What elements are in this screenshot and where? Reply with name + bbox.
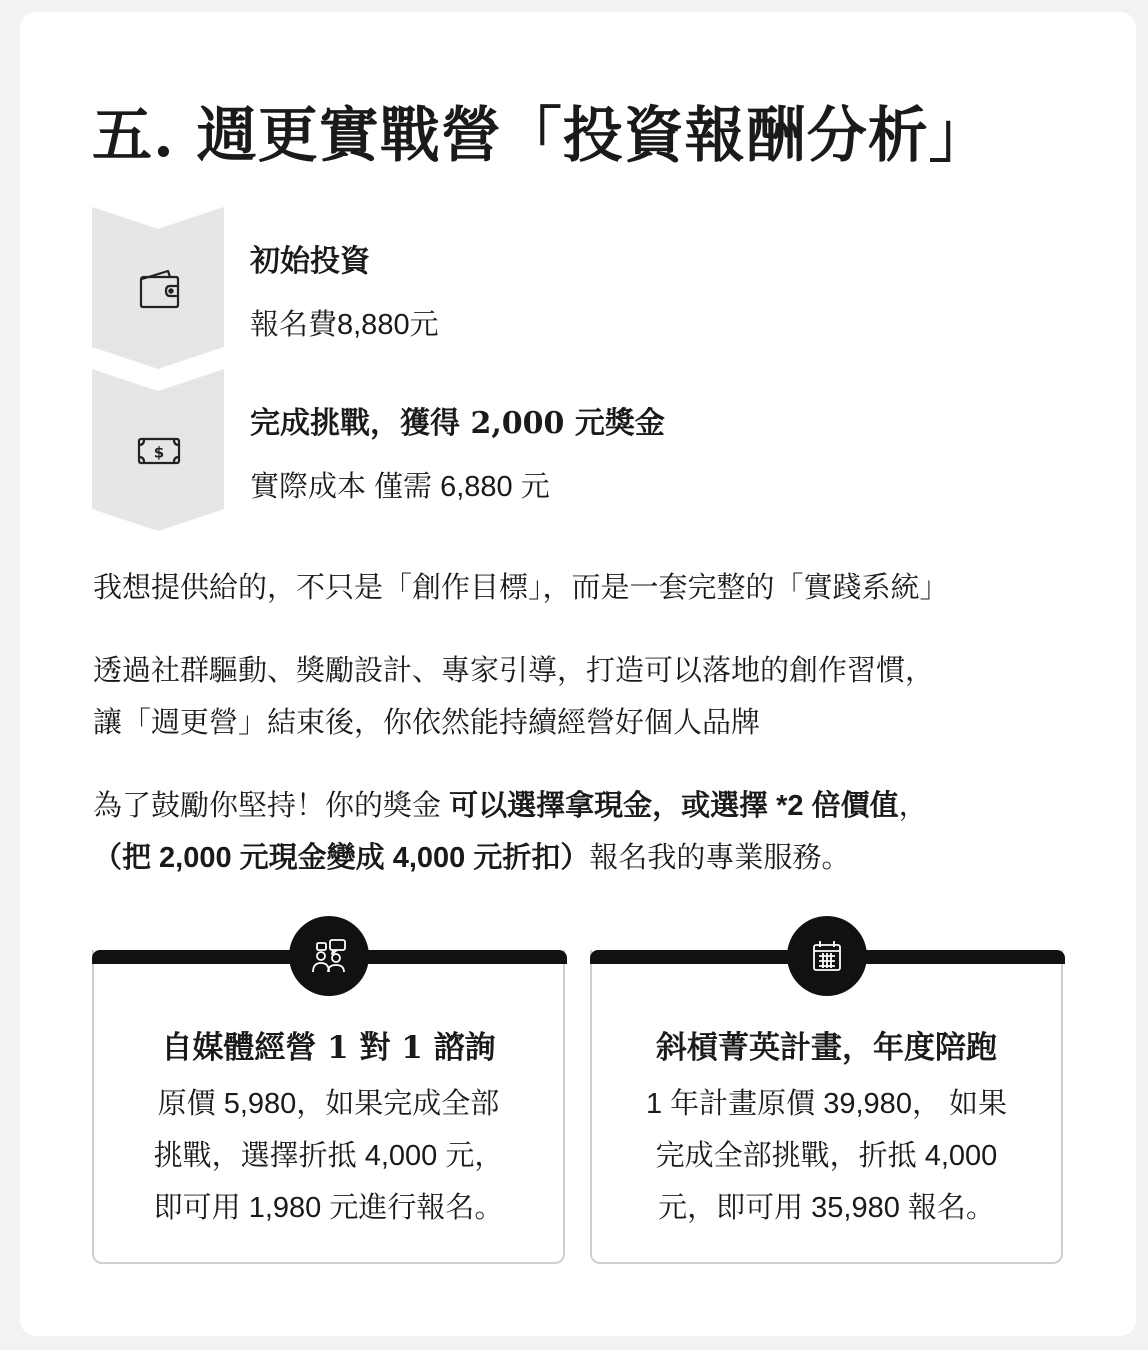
service-box-consultation bbox=[92, 950, 565, 1264]
step-subtext: 實際成本 僅需 6,880 元 bbox=[250, 471, 550, 503]
paragraph-line bbox=[93, 780, 928, 832]
step-subtext: 報名費8,880元 bbox=[250, 309, 439, 341]
step-heading: 完成挑戰，獲得 2,000 元獎金 bbox=[250, 406, 665, 441]
step-text-initial-investment bbox=[250, 236, 439, 343]
step-text-challenge-reward bbox=[250, 398, 665, 505]
box-badge bbox=[289, 916, 369, 996]
paragraph-line: 讓「週更營」結束後，你依然能持續經營好個人品牌 bbox=[93, 707, 761, 739]
box-body bbox=[592, 1078, 1061, 1234]
paragraph-system-intro: 我想提供給的，不只是「創作目標」，而是一套完整的「實踐系統」 bbox=[93, 572, 949, 604]
paragraph-line bbox=[93, 832, 928, 884]
step-ribbon-challenge-reward bbox=[92, 369, 224, 531]
box-title: 自媒體經營 1 對 1 諮詢 bbox=[161, 1030, 496, 1066]
bold-highlight: （把 2,000 元現金變成 4,000 元折扣） bbox=[93, 842, 590, 874]
paragraph-line: 透過社群驅動、獎勵設計、專家引導，打造可以落地的創作習慣， bbox=[93, 655, 935, 687]
bold-highlight: 可以選擇拿現金，或選擇 *2 倍價值 bbox=[449, 790, 899, 822]
box-line: 挑戰，選擇折抵 4,000 元， bbox=[153, 1140, 504, 1172]
text-span: 為了鼓勵你堅持！你的獎金 bbox=[93, 790, 450, 822]
text-span: ， bbox=[898, 790, 928, 822]
svg-text:$: $ bbox=[153, 443, 165, 462]
box-title: 斜槓菁英計畫，年度陪跑 bbox=[656, 1030, 997, 1066]
step-heading: 初始投資 bbox=[250, 244, 370, 279]
step-ribbon-initial-investment bbox=[92, 207, 224, 369]
box-badge bbox=[787, 916, 867, 996]
calendar-icon bbox=[807, 936, 847, 976]
box-line: 原價 5,980，如果完成全部 bbox=[157, 1088, 500, 1120]
box-line: 元，即可用 35,980 報名。 bbox=[658, 1192, 995, 1224]
box-line: 1 年計畫原價 39,980， 如果 bbox=[646, 1088, 1007, 1120]
text-span: 報名我的專業服務。 bbox=[589, 842, 851, 874]
page-title: 五. 週更實戰營「投資報酬分析」 bbox=[92, 101, 990, 171]
consultation-people-icon bbox=[309, 936, 349, 976]
paragraph-community bbox=[93, 645, 934, 749]
box-body bbox=[94, 1078, 563, 1234]
box-line: 即可用 1,980 元進行報名。 bbox=[153, 1192, 504, 1224]
paragraph-reward-choice bbox=[93, 780, 928, 884]
box-line: 完成全部挑戰，折抵 4,000 bbox=[655, 1140, 998, 1172]
service-box-annual-program bbox=[590, 950, 1063, 1264]
